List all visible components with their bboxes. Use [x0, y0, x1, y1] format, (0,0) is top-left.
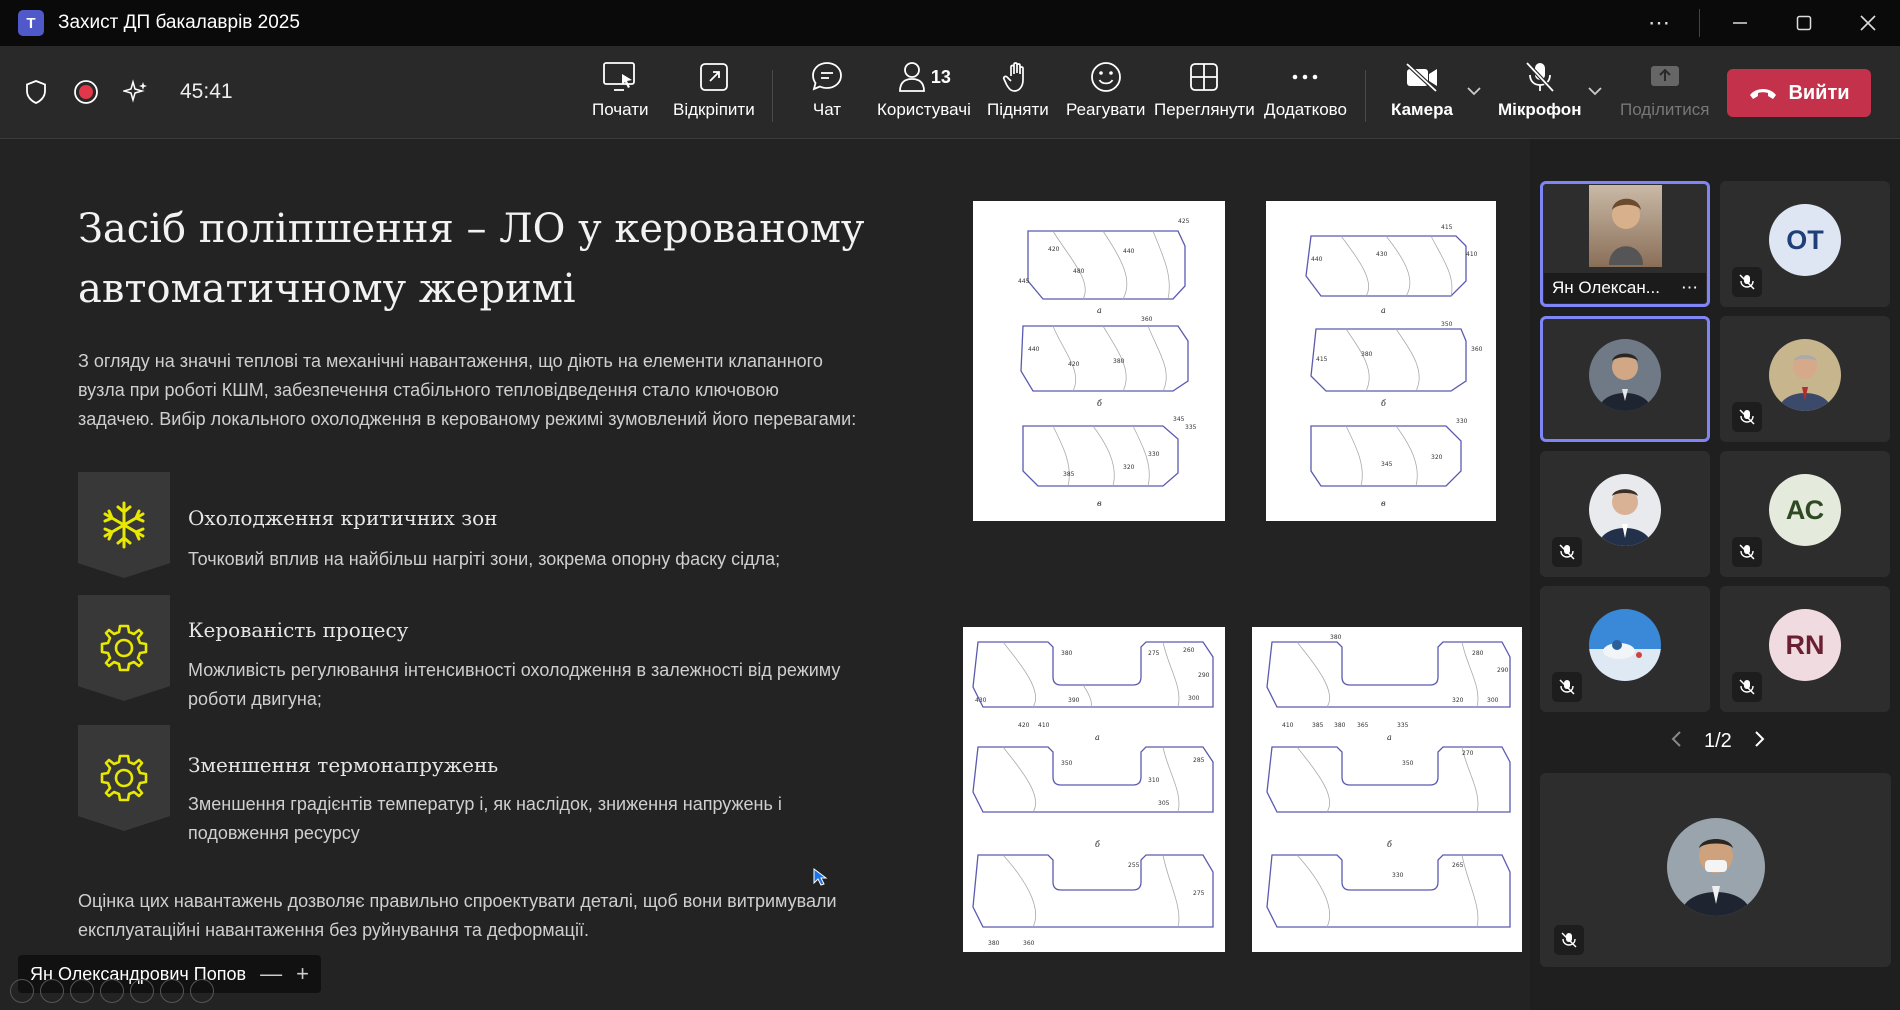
people-count: 13 [930, 66, 951, 87]
gallery-pager [1670, 728, 1766, 754]
chevron-left-icon[interactable] [1670, 728, 1682, 754]
close-button[interactable] [1836, 0, 1900, 46]
participant-tile[interactable] [1720, 316, 1890, 442]
zoom-out-button[interactable]: — [260, 961, 283, 986]
slide-navigation-controls [10, 979, 214, 1003]
microphone-label: Мікрофон [1498, 100, 1582, 119]
slide-conclusion: Оцінка цих навантажень дозволяє правильно спроектувати деталі, щоб вони витримували експлуатаційні навантаження без руйнування та деформації. [78, 891, 837, 940]
maximize-button[interactable] [1772, 0, 1836, 46]
figure-sublabel: а [1387, 733, 1392, 742]
figure-value: 320 [1431, 454, 1443, 461]
participant-tile[interactable] [1720, 451, 1890, 577]
figure-value: 330 [1148, 451, 1160, 458]
figure-value: 430 [1376, 251, 1388, 258]
zoom-in-button[interactable]: + [296, 961, 309, 986]
meeting-timer: 45:41 [180, 80, 233, 103]
chat-label: Чат [812, 100, 842, 119]
people-label: Користувачі [877, 100, 971, 119]
figure-value: 385 [1312, 722, 1324, 729]
participant-tile[interactable] [1720, 586, 1890, 712]
figure-value: 270 [1462, 750, 1474, 757]
shield-icon[interactable] [22, 78, 50, 106]
more-options-icon[interactable]: ⋯ [1681, 278, 1698, 297]
figure-sublabel: б [1097, 399, 1102, 408]
figure-value: 350 [1061, 760, 1073, 767]
hand-icon [1001, 60, 1035, 94]
next-slide-button[interactable] [40, 979, 64, 1003]
more-label: Додатково [1264, 100, 1347, 119]
participant-name: Ян Олексан... [1552, 278, 1660, 297]
more-dots-icon [1288, 60, 1322, 94]
mic-off-icon [1554, 925, 1584, 955]
figure-value: 380 [1330, 634, 1342, 641]
figure-value: 445 [1018, 278, 1030, 285]
share-tray-icon [1648, 60, 1682, 94]
figure-sublabel: а [1097, 306, 1102, 315]
figure-sublabel: б [1381, 399, 1386, 408]
figure-value: 410 [1038, 722, 1050, 729]
snowflake-icon [99, 500, 149, 550]
more-slide-tools-button[interactable] [190, 979, 214, 1003]
figure-value: 300 [1487, 697, 1499, 704]
figure-value: 350 [1402, 760, 1414, 767]
participant-tile[interactable] [1540, 586, 1710, 712]
figure-value: 290 [1497, 667, 1509, 674]
figure-value: 345 [1173, 416, 1185, 423]
figure-value: 255 [1128, 862, 1140, 869]
react-label: Реагувати [1066, 100, 1146, 119]
figure-value: 330 [1392, 872, 1404, 879]
feature-icon-box [78, 595, 170, 701]
leave-button[interactable] [1727, 69, 1871, 117]
figure-value: 320 [1123, 464, 1135, 471]
figure-value: 350 [1441, 321, 1453, 328]
figure-sublabel: в [1381, 499, 1386, 508]
figure-value: 265 [1452, 862, 1464, 869]
title-bar [0, 0, 1900, 46]
mic-off-icon [1732, 537, 1762, 567]
figure-value: 345 [1381, 461, 1393, 468]
share-label: Поділитися [1620, 100, 1710, 119]
start-label: Почати [592, 100, 649, 119]
camera-label: Камера [1391, 100, 1453, 119]
figure-value: 410 [1282, 722, 1294, 729]
grid-view-icon [1187, 60, 1221, 94]
chat-button[interactable] [810, 60, 844, 130]
figure-value: 365 [1357, 722, 1369, 729]
mic-off-icon [1552, 537, 1582, 567]
feature-icon-box [78, 472, 170, 578]
mic-off-icon [1552, 672, 1582, 702]
figure-value: 275 [1148, 650, 1160, 657]
figure-value: 380 [988, 940, 1000, 947]
react-button[interactable] [1066, 60, 1145, 130]
share-button[interactable] [1620, 60, 1709, 130]
figure-value: 480 [1073, 268, 1085, 275]
figure-value: 440 [1028, 346, 1040, 353]
minimize-button[interactable] [1708, 0, 1772, 46]
presenter-name: Ян Олександрович Попов [30, 963, 247, 984]
figure-value: 430 [975, 697, 987, 704]
figure-value: 260 [1183, 647, 1195, 654]
divider [1699, 9, 1700, 37]
avatar: АС [1769, 474, 1841, 546]
zoom-button[interactable] [130, 979, 154, 1003]
page-indicator: 1/2 [1704, 729, 1732, 752]
temperature-field-figure [963, 627, 1225, 952]
participant-tile[interactable] [1540, 181, 1710, 307]
avatar: ОТ [1769, 204, 1841, 276]
mic-off-icon [1732, 267, 1762, 297]
mic-off-icon [1732, 672, 1762, 702]
figure-value: 360 [1141, 316, 1153, 323]
meeting-toolbar [0, 46, 1900, 139]
view-button[interactable] [1154, 60, 1255, 130]
chat-icon [810, 60, 844, 94]
figure-value: 320 [1452, 697, 1464, 704]
start-button[interactable] [592, 60, 649, 130]
participant-video [1589, 185, 1662, 267]
figure-value: 275 [1193, 890, 1205, 897]
microphone-button[interactable] [1498, 60, 1581, 130]
hang-up-icon [1748, 85, 1778, 101]
avatar [1667, 818, 1765, 916]
recording-icon[interactable] [72, 78, 100, 106]
participant-tile[interactable] [1540, 316, 1710, 442]
raise-hand-button[interactable] [987, 60, 1049, 130]
more-button[interactable] [1264, 60, 1347, 130]
figure-sublabel: б [1095, 840, 1100, 849]
figure-value: 335 [1185, 424, 1197, 431]
mic-options-chevron-icon[interactable] [1587, 84, 1603, 102]
figure-value: 280 [1472, 650, 1484, 657]
temperature-field-figure [1252, 627, 1522, 952]
figure-value: 380 [1061, 650, 1073, 657]
figure-value: 420 [1068, 361, 1080, 368]
feature-description: Зменшення градієнтів температур і, як наслідок, зниження напружень і подовження ресурсу [188, 794, 782, 843]
figure-value: 425 [1178, 218, 1190, 225]
figure-sublabel: а [1381, 306, 1386, 315]
feature-description: Точковий вплив на найбільш нагріті зони, зокрема опорну фаску сідла; [188, 549, 781, 569]
figure-value: 420 [1018, 722, 1030, 729]
figure-value: 380 [1361, 351, 1373, 358]
figure-sublabel: б [1387, 840, 1392, 849]
window-title: Захист ДП бакалаврів 2025 [58, 12, 300, 33]
figure-value: 335 [1397, 722, 1409, 729]
mic-off-icon [1732, 402, 1762, 432]
feature-title: Охолодження критичних зон [188, 506, 498, 530]
feature-title: Зменшення термонапружень [188, 753, 499, 777]
avatar [1589, 339, 1661, 411]
prev-slide-button[interactable] [10, 979, 34, 1003]
toolbar-divider [1365, 70, 1366, 122]
camera-button[interactable] [1391, 60, 1453, 130]
temperature-field-figure [973, 201, 1225, 521]
shared-presentation [0, 139, 1530, 1010]
participant-name-strip [1544, 273, 1706, 303]
avatar: RN [1769, 609, 1841, 681]
popout-icon [697, 60, 731, 94]
feature-title: Керованість процесу [188, 618, 409, 642]
popout-label: Відкріпити [673, 100, 755, 119]
leave-label: Вийти [1788, 81, 1850, 104]
toolbar-divider [772, 70, 773, 122]
figure-value: 415 [1441, 224, 1453, 231]
popout-button[interactable] [673, 60, 755, 130]
figure-value: 310 [1148, 777, 1160, 784]
camera-options-chevron-icon[interactable] [1466, 84, 1482, 102]
more-slide-options-button[interactable] [160, 979, 184, 1003]
figure-value: 285 [1193, 757, 1205, 764]
avatar [1769, 339, 1841, 411]
slides-overview-button[interactable] [100, 979, 124, 1003]
figure-value: 380 [1113, 358, 1125, 365]
figure-value: 420 [1048, 246, 1060, 253]
figure-value: 360 [1023, 940, 1035, 947]
pen-tool-button[interactable] [70, 979, 94, 1003]
gear-icon [98, 622, 150, 674]
figure-value: 390 [1068, 697, 1080, 704]
figure-sublabel: в [1097, 499, 1102, 508]
participant-tile[interactable] [1540, 451, 1710, 577]
copilot-sparkle-icon[interactable] [122, 78, 150, 106]
slide-title: Засіб поліпшення – ЛО у керованому автоматичному жеримі [78, 206, 865, 312]
teams-logo-icon: T [18, 10, 44, 36]
view-label: Переглянути [1154, 100, 1255, 119]
gear-icon [98, 752, 150, 804]
figure-value: 290 [1198, 672, 1210, 679]
window-controls [1627, 0, 1900, 46]
figure-value: 305 [1158, 800, 1170, 807]
people-button[interactable] [877, 60, 971, 130]
figure-value: 300 [1188, 695, 1200, 702]
more-options-icon[interactable]: ⋯ [1648, 10, 1670, 35]
camera-off-icon [1404, 60, 1440, 94]
feature-icon-box [78, 725, 170, 831]
figure-sublabel: а [1095, 733, 1100, 742]
figure-value: 330 [1456, 418, 1468, 425]
smiley-icon [1089, 60, 1123, 94]
temperature-field-figure [1266, 201, 1496, 521]
slide-intro: З огляду на значні теплові та механічні навантаження, що діють на елементи клапанного вузла при роботі КШМ, забезпечення стабільного тепловідведення стало ключовою задачею. Вибір локального охолодження в керованому режимі зумовлений його перевагами: [78, 351, 857, 429]
chevron-right-icon[interactable] [1754, 728, 1766, 754]
figure-value: 360 [1471, 346, 1483, 353]
figure-value: 410 [1466, 251, 1478, 258]
figure-value: 440 [1123, 248, 1135, 255]
feature-description: Можливість регулювання інтенсивності охолодження в залежності від режиму роботи двигуна; [188, 660, 841, 709]
raise-hand-label: Підняти [987, 100, 1049, 119]
avatar [1589, 474, 1661, 546]
figure-value: 440 [1311, 256, 1323, 263]
screen-pointer-icon [602, 60, 638, 94]
people-icon [897, 60, 927, 94]
mic-off-icon [1523, 60, 1557, 94]
figure-value: 380 [1334, 722, 1346, 729]
avatar [1589, 609, 1661, 681]
figure-value: 385 [1063, 471, 1075, 478]
participant-tile[interactable] [1720, 181, 1890, 307]
self-view-tile[interactable] [1540, 773, 1891, 967]
cursor-icon [812, 867, 828, 887]
figure-value: 415 [1316, 356, 1328, 363]
